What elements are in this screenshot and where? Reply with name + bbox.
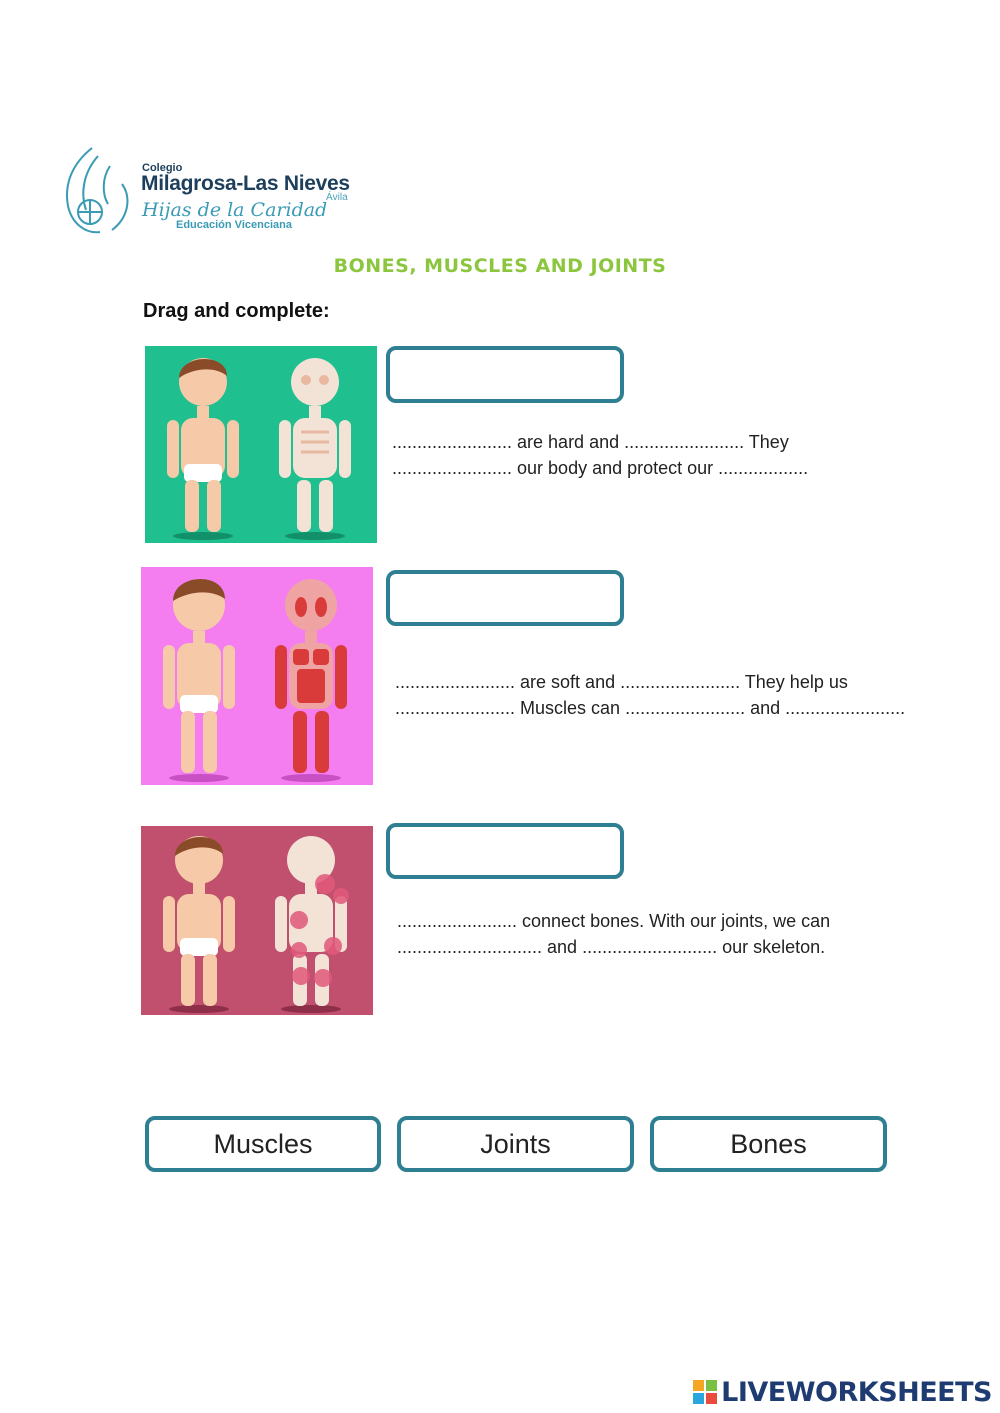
brand-text: LIVEWORKSHEETS bbox=[721, 1376, 992, 1408]
drop-zone-joints[interactable] bbox=[386, 823, 624, 879]
word-card-joints[interactable]: Joints bbox=[397, 1116, 634, 1172]
school-logo bbox=[62, 144, 362, 236]
liveworksheets-logo-icon bbox=[693, 1380, 717, 1404]
page-title: BONES, MUSCLES AND JOINTS bbox=[333, 255, 667, 277]
logo-script: Hijas de la Caridad bbox=[142, 199, 328, 221]
logo-small-text: Colegio bbox=[142, 162, 183, 174]
logo-school-name: Milagrosa-Las Nieves bbox=[141, 172, 350, 195]
liveworksheets-brand bbox=[693, 1376, 992, 1408]
bones-sentence-line-2: ........................ our body and protect our .................. bbox=[392, 458, 809, 478]
bones-sentence-line-1: ........................ are hard and ........................ They bbox=[392, 432, 789, 452]
logo-city: Ávila bbox=[326, 192, 348, 203]
joints-sentence-line-1: ........................ connect bones. With our joints, we can bbox=[397, 911, 831, 931]
joints-sentence-line-2: ............................. and ........................... our skeleton. bbox=[397, 937, 826, 957]
word-card-bones[interactable]: Bones bbox=[650, 1116, 887, 1172]
flame-cross-logo-icon bbox=[62, 144, 138, 236]
logo-edu: Educación Vicenciana bbox=[176, 219, 292, 231]
instruction: Drag and complete: bbox=[143, 300, 330, 322]
word-card-muscles[interactable]: Muscles bbox=[145, 1116, 381, 1172]
muscles-sentence-line-1: ........................ are soft and ........................ They help us bbox=[395, 672, 848, 692]
drop-zone-bones[interactable] bbox=[386, 346, 624, 403]
joints-illustration bbox=[141, 826, 373, 1015]
muscles-sentence-line-2: ........................ Muscles can ........................ and ........................ bbox=[395, 698, 906, 718]
drop-zone-muscles[interactable] bbox=[386, 570, 624, 626]
muscles-illustration bbox=[141, 567, 373, 785]
bones-illustration bbox=[145, 346, 377, 543]
